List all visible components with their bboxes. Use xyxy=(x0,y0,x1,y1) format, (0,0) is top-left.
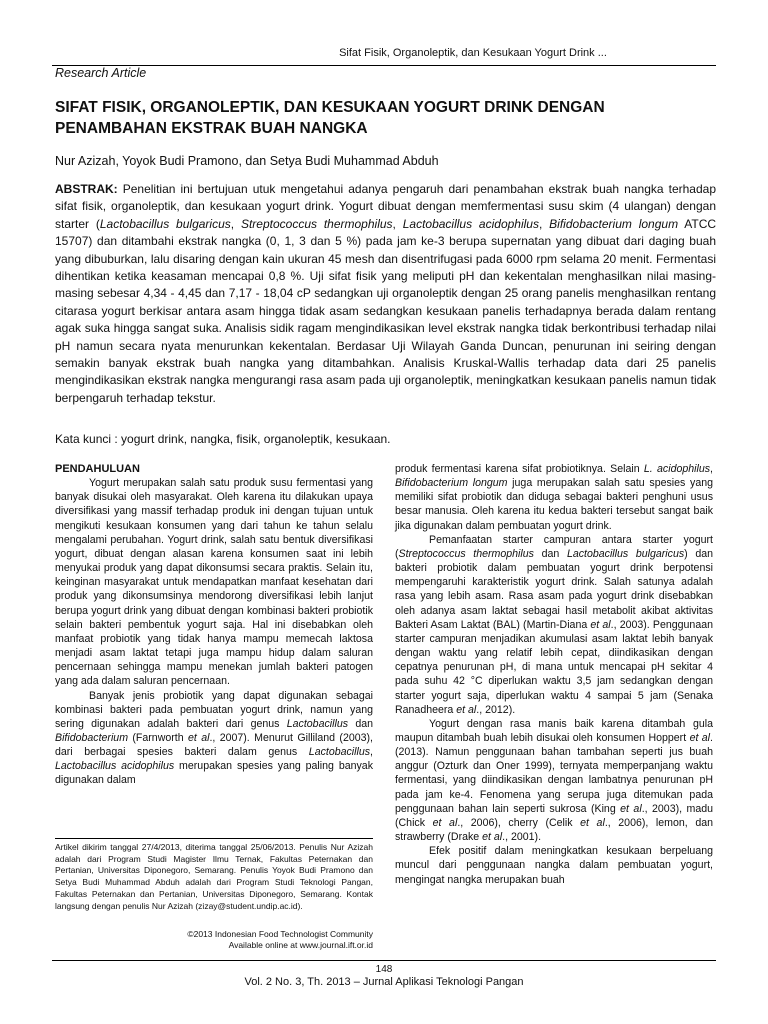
keywords: Kata kunci : yogurt drink, nangka, fisik, organoleptik, kesukaan. xyxy=(55,432,391,446)
paper-title: SIFAT FISIK, ORGANOLEPTIK, DAN KESUKAAN YOGURT DRINK DENGAN PENAMBAHAN EKSTRAK BUAH NANGKA xyxy=(55,99,605,137)
abstract-text: , xyxy=(230,216,241,231)
body-paragraph xyxy=(395,462,713,533)
species-name: Lactobacillus xyxy=(286,717,349,730)
running-header: Sifat Fisik, Organoleptik, dan Kesukaan Yogurt Drink ... xyxy=(339,47,607,59)
body-paragraph: Yogurt merupakan salah satu produk susu fermentasi yang banyak disukai oleh masyarakat. Oleh karena itu dilakukan upaya diversifikasi yang massif terhadap produk ini dengan tujuan untuk mengikuti kesukaan konsumen yang dari tahun ke tahun selalu mengalami perubahan. Yogurt drink, salah satu bentuk diversifikasi yogurt, dibuat dengan alasan karena konsumen saat ini lebih menyukai produk yang dapat dikonsumsi secara praktis. Selain itu, keinginan masyarakat untuk mendapatkan manfaat kesehatan dari produk yang dikonsumsinya mendorong diversifikasi lebih lanjut berupa yogurt drink yang dibuat dengan kombinasi bakteri probiotik selain bakteri pembentuk yogurt saja. Hal ini disebabkan oleh manfaat probiotik yang tidak hanya mampu memecah laktosa menjadi asam laktat tetapi juga mampu hidup dalam saluran pencernaan sehingga mampu menekan jumlah bakteri patogen yang ada dalam saluran pencernaan. xyxy=(55,477,373,688)
text-run: (Farnworth xyxy=(128,731,188,744)
body-paragraph xyxy=(395,717,713,844)
availability-line: Available online at www.journal.ift.or.id xyxy=(228,940,373,950)
body-paragraph: Efek positif dalam meningkatkan kesukaan berpeluang muncul dari penggunaan nangka dalam pembuatan yogurt, mengingat nangka merupakan buah xyxy=(395,845,713,886)
species-name: Lactobacillus bulgaricus xyxy=(566,547,685,560)
article-footnote: Artikel dikirim tanggal 27/4/2013, diterima tanggal 25/06/2013. Penulis Nur Azizah adalah dari Program Studi Magister Ilmu Ternak, Fakultas Peternakan dan Pertanian, Universitas Diponegoro, Semarang. Penulis Yoyok Budi Pramono dan Setya Budi Muhammad Abduh adalah dari Program Studi Teknologi Pangan, Fakultas Peternakan dan Pertanian, Universitas Diponegoro, Semarang. Kontak langsung dengan penulis Nur Azizah (zizay@student.undip.ac.id). xyxy=(55,842,373,911)
header-divider xyxy=(52,65,716,66)
citation-etal: et al xyxy=(590,618,611,631)
species-name: Bifidobacterium longum xyxy=(395,477,508,490)
abstract xyxy=(55,181,716,407)
page-number: 148 xyxy=(375,964,393,975)
text-run: ) dan bakteri probiotik dalam pembuatan yogurt drink berpotensi mempengaruhi karakteristik yogurt drink. Salah satunya adalah rasa yang lebih asam. Rasa asam pada yogurt drink disebabkan oleh adanya asam laktat sebagai hasil metabolit akibat aktivitas Bakteri Asam Laktat (BAL) (Martin-Diana xyxy=(395,547,713,631)
journal-citation: Vol. 2 No. 3, Th. 2013 – Jurnal Aplikasi Teknologi Pangan xyxy=(244,976,524,988)
left-column xyxy=(55,462,373,788)
citation-etal: et al xyxy=(456,703,477,716)
citation-etal: et al xyxy=(482,831,503,844)
body-paragraph xyxy=(395,533,713,717)
abstract-text: ATCC 15707) dan ditambahi ekstrak nangka (0, 1, 3 dan 5 %) pada jam ke-3 berupa supernatan yang dibuat dari daging buah yang dibuburkan, lalu disaring dengan kain ukuran 45 mesh dan disentrifugasi pada 6000 rpm selama 20 menit. Fermentasi dihentikan ketika keasaman mencapai 0,8 %. Uji sifat fisik yang meliputi pH dan kekentalan menghasilkan nilai masing-masing sebesar 4,34 - 4,45 dan 7,17 - 18,04 cP sedangkan uji organoleptik dengan 25 orang panelis menghasilkan rentang citarasa yogurt berkisar antara asam hingga tidak asam sedangkan kesukaan panelis terhadapnya berada dalam rentang agak suka hingga sangat suka. Analisis sidik ragam mengindikasikan level ekstrak nangka tidak berkontribusi terhadap nilai pH namun secara nyata menurunkan kekentalan. Berdasar Uji Wilayah Ganda Duncan, penurunan ini seiring dengan semakin banyak ekstrak buah nangka yang ditambahkan. Analisis Kruskal-Wallis terhadap data dari 25 panelis mengindikasikan ekstrak nangka mengurangi rasa asam pada uji organoleptik, meningkatkan kesukaan panelis namun tidak berpengaruh terhadap tekstur. xyxy=(55,216,717,405)
text-run: ., 2003). Penggunaan starter campuran menjadikan akumulasi asam laktat lebih banyak dengan waktu yang relatif lebih cepat, diindikasikan dengan cepatnya penurunan pH, di mana untuk mencapai pH sekitar 4 pada suhu 42 °C diperlukan waktu 3,5 jam sedangkan dengan starter yogurt saja, diperlukan waktu 4 sampai 5 jam (Senaka Ranadheera xyxy=(395,618,714,716)
species-name: Lactobacillus xyxy=(308,746,371,759)
text-run: ., 2012). xyxy=(476,703,516,716)
copyright-line: ©2013 Indonesian Food Technologist Community xyxy=(187,929,373,939)
citation-etal: et al xyxy=(432,816,458,829)
abstract-text: Penelitian ini bertujuan utuk mengetahui adanya pengaruh dari penambahan ekstrak buah nangka terhadap sifat fisik, organoleptik, dan kesukaan yogurt drink. Yogurt dibuat dengan memfermentasi susu skim (4 ulangan) dengan starter ( xyxy=(55,182,716,231)
right-column xyxy=(395,462,713,887)
species-name: Streptococcus thermophilus xyxy=(240,216,393,231)
text-run: , xyxy=(370,746,373,759)
abstract-label: ABSTRAK: xyxy=(55,182,118,196)
text-run: dan xyxy=(533,547,567,560)
footer-divider xyxy=(52,960,716,961)
species-name: Bifidobacterium longum xyxy=(549,216,679,231)
authors: Nur Azizah, Yoyok Budi Pramono, dan Setya Budi Muhammad Abduh xyxy=(55,154,439,168)
species-name: Lactobacillus bulgaricus xyxy=(99,216,231,231)
citation-etal: et al xyxy=(187,731,210,744)
abstract-text: , xyxy=(392,216,403,231)
text-run: ., 2006), lemon, dan strawberry (Drake xyxy=(395,816,713,844)
species-name: Lactobacillus acidophilus xyxy=(55,760,175,773)
copyright-block xyxy=(55,929,373,951)
text-run: juga merupakan salah satu spesies yang memiliki sifat probiotik dan diduga sebagai bakteri penghuni usus besar manusia. Oleh karena itu kedua bakteri tersebut sangat baik jika digunakan dalam pembuatan yogurt drink. xyxy=(395,477,713,532)
text-run: produk fermentasi karena sifat probiotiknya. Selain xyxy=(395,463,644,475)
species-name: Streptococcus thermophilus xyxy=(398,547,534,560)
body-paragraph xyxy=(55,689,373,788)
section-heading: PENDAHULUAN xyxy=(55,463,140,475)
species-name: L. acidophilus xyxy=(643,463,711,475)
text-run: . (2013). Namun penggunaan bahan tambahan seperti jus buah anggur (Ozturk dan Oner 1999), ternyata memperpanjang waktu fermentasi, yang diindikasikan dengan lambatnya penurunan pH pada jam ke-4. Fenomena yang serupa juga ditemukan pada penggunaan bahan lain seperti sukrosa (King xyxy=(395,731,713,815)
text-run: dan xyxy=(348,717,374,730)
text-run: Yogurt dengan rasa manis baik karena ditambah gula maupun ditambah buah lebih disukai oleh konsumen Hoppert xyxy=(395,717,713,744)
text-run: merupakan spesies yang paling banyak digunakan dalam xyxy=(55,760,373,787)
citation-etal: et al xyxy=(580,816,605,829)
species-name: Bifidobacterium xyxy=(55,731,129,744)
article-type: Research Article xyxy=(55,66,147,80)
abstract-text: , xyxy=(538,216,550,231)
text-run: Banyak jenis probiotik yang dapat digunakan sebagai kombinasi bakteri pada pembuatan yogurt drink, namun yang sering digunakan adalah bakteri dari genus xyxy=(55,689,373,730)
footnote-divider xyxy=(55,838,373,839)
text-run: ., 2001). xyxy=(502,831,542,844)
text-run: , xyxy=(710,463,713,475)
text-run: ., 2007). Menurut Gilliland (2003), dari berbagai spesies bakteri dalam genus xyxy=(55,731,373,759)
species-name: Lactobacillus acidophilus xyxy=(402,216,539,231)
citation-etal: et al xyxy=(620,802,642,815)
text-run: ., 2003), madu (Chick xyxy=(395,802,713,829)
text-run: ., 2006), cherry (Celik xyxy=(457,816,581,829)
text-run: Pemanfaatan starter campuran antara starter yogurt ( xyxy=(395,533,713,560)
citation-etal: et al xyxy=(689,731,711,744)
